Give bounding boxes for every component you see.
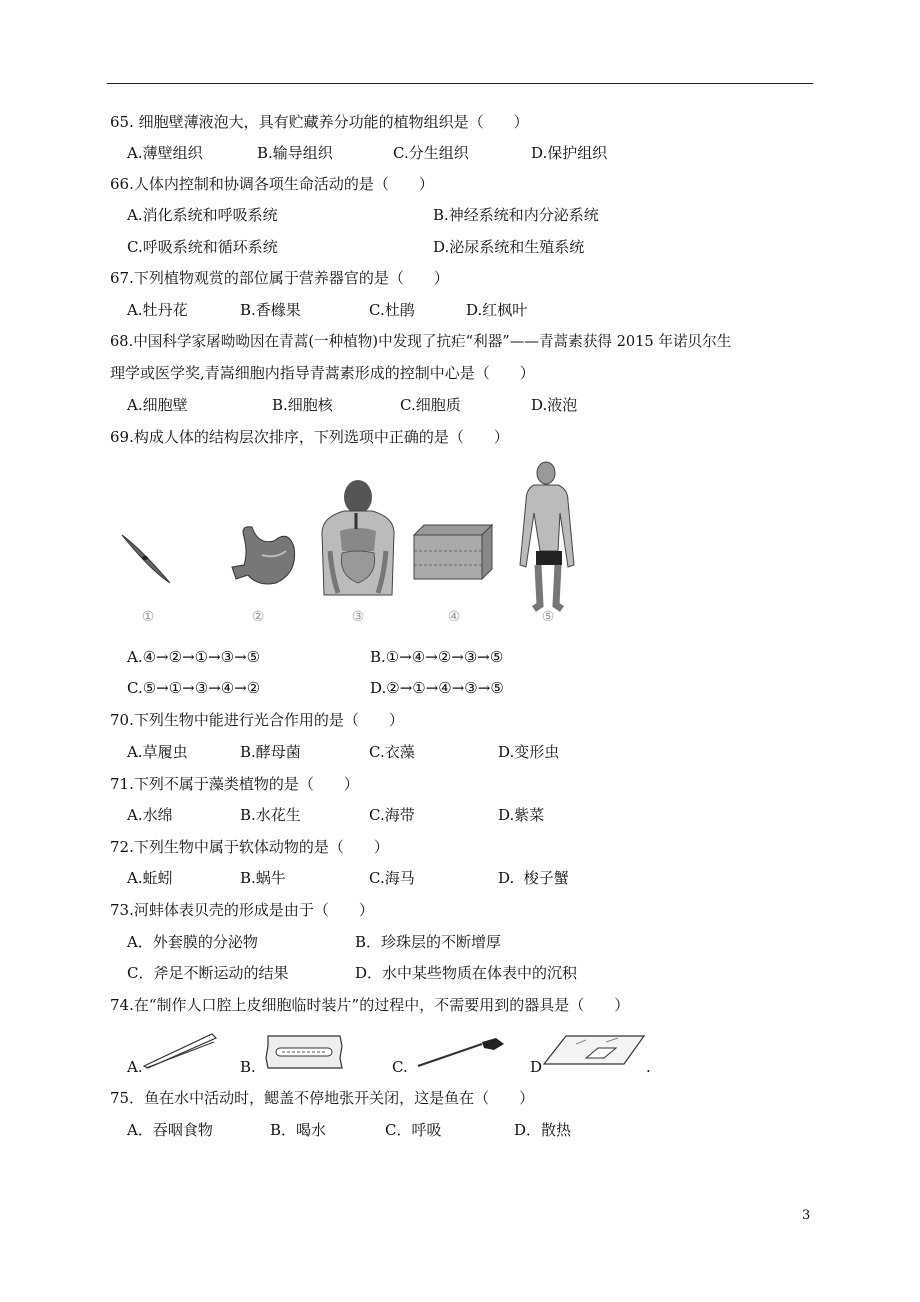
q69-option-a: A.④→②→①→③→⑤ — [127, 648, 261, 666]
figure-label-2: ② — [251, 609, 265, 625]
razor-blade-icon — [262, 1032, 346, 1072]
q70-stem: 70.下列生物中能进行光合作用的是（ ） — [110, 711, 404, 729]
q74-option-a: A. — [127, 1058, 143, 1076]
q66-option-c: C.呼吸系统和循环系统 — [127, 238, 278, 256]
q68-option-d: D.液泡 — [531, 396, 578, 414]
figure-label-1: ① — [141, 609, 155, 625]
figure-label-3: ③ — [351, 609, 365, 625]
q68-option-b: B.细胞核 — [272, 396, 333, 414]
q72-option-a: A.蚯蚓 — [127, 869, 173, 887]
q72-option-b: B.蜗牛 — [240, 869, 286, 887]
q69-stem: 69.构成人体的结构层次排序，下列选项中正确的是（ ） — [110, 428, 509, 446]
q75-option-b: B．喝水 — [270, 1121, 327, 1139]
q68-stem-line2: 理学或医学奖,青嵩细胞内指导青蒿素形成的控制中心是（ ） — [110, 364, 535, 382]
q65-stem: 65. 细胞壁薄液泡大，具有贮藏养分功能的植物组织是（ ） — [110, 113, 529, 131]
q71-option-d: D.紫菜 — [498, 806, 545, 824]
q75-option-d: D．散热 — [514, 1121, 572, 1139]
header-rule — [107, 83, 813, 84]
dropper-icon — [412, 1030, 508, 1072]
q75-option-a: A．吞咽食物 — [127, 1121, 213, 1139]
cell-image — [122, 535, 170, 583]
page-number: 3 — [802, 1208, 811, 1223]
q72-option-c: C.海马 — [369, 869, 415, 887]
q72-option-d: D. 梭子蟹 — [498, 869, 569, 887]
q71-option-c: C.海带 — [369, 806, 415, 824]
q65-option-b: B.输导组织 — [257, 144, 333, 162]
q67-stem: 67.下列植物观赏的部位属于营养器官的是（ ） — [110, 269, 449, 287]
q73-option-b: B．珍珠层的不断增厚 — [355, 933, 502, 951]
figure-label-4: ④ — [447, 609, 461, 625]
q69-option-c: C.⑤→①→③→④→② — [127, 679, 261, 697]
q74-option-d: D — [530, 1058, 543, 1076]
q74-option-c: C. — [392, 1058, 408, 1076]
q70-option-b: B.酵母菌 — [240, 743, 301, 761]
q66-option-a: A.消化系统和呼吸系统 — [127, 206, 278, 224]
q73-option-d: D．水中某些物质在体表中的沉积 — [355, 964, 578, 982]
q68-stem-line1: 68.中国科学家屠呦呦因在青蒿(一种植物)中发现了抗疟“利器”——青蒿素获得 2015 年诺贝尔生 — [110, 333, 732, 350]
q67-option-b: B.香橼果 — [240, 301, 301, 319]
q70-option-c: C.衣藻 — [369, 743, 415, 761]
glass-slide-icon — [540, 1030, 650, 1072]
q74-trailing-period: . — [646, 1058, 651, 1076]
q74-stem: 74.在“制作人口腔上皮细胞临时装片”的过程中，不需要用到的器具是（ ） — [110, 996, 630, 1014]
q68-option-c: C.细胞质 — [400, 396, 461, 414]
tweezers-icon — [140, 1028, 220, 1072]
human-body-image — [520, 462, 574, 609]
q66-stem: 66.人体内控制和协调各项生命活动的是（ ） — [110, 175, 434, 193]
q75-stem: 75．鱼在水中活动时，鳃盖不停地张开关闭，这是鱼在（ ） — [110, 1089, 535, 1107]
q67-option-c: C.杜鹃 — [369, 301, 415, 319]
q69-option-d: D.②→①→④→③→⑤ — [370, 679, 504, 697]
q75-option-c: C．呼吸 — [385, 1121, 442, 1139]
structure-levels-figure — [112, 455, 582, 635]
q72-stem: 72.下列生物中属于软体动物的是（ ） — [110, 838, 389, 856]
figure-label-5: ⑤ — [541, 609, 555, 625]
q67-option-d: D.红枫叶 — [466, 301, 528, 319]
q69-option-b: B.①→④→②→③→⑤ — [370, 648, 504, 666]
q71-option-a: A.水绵 — [127, 806, 173, 824]
q70-option-d: D.变形虫 — [498, 743, 560, 761]
q66-option-d: D.泌尿系统和生殖系统 — [433, 238, 585, 256]
q74-option-b: B. — [240, 1058, 256, 1076]
organ-system-image — [322, 480, 394, 595]
q68-option-a: A.细胞壁 — [127, 396, 188, 414]
q65-option-c: C.分生组织 — [393, 144, 469, 162]
q70-option-a: A.草履虫 — [127, 743, 188, 761]
q66-option-b: B.神经系统和内分泌系统 — [433, 206, 599, 224]
q65-option-a: A.薄壁组织 — [127, 144, 203, 162]
q73-stem: 73.河蚌体表贝壳的形成是由于（ ） — [110, 901, 374, 919]
q71-stem: 71.下列不属于藻类植物的是（ ） — [110, 775, 359, 793]
q67-option-a: A.牡丹花 — [127, 301, 188, 319]
q73-option-a: A．外套膜的分泌物 — [127, 933, 258, 951]
stomach-image — [232, 527, 295, 584]
q71-option-b: B.水花生 — [240, 806, 301, 824]
tissue-image — [414, 525, 492, 579]
q65-option-d: D.保护组织 — [531, 144, 608, 162]
q73-option-c: C．斧足不断运动的结果 — [127, 964, 289, 982]
